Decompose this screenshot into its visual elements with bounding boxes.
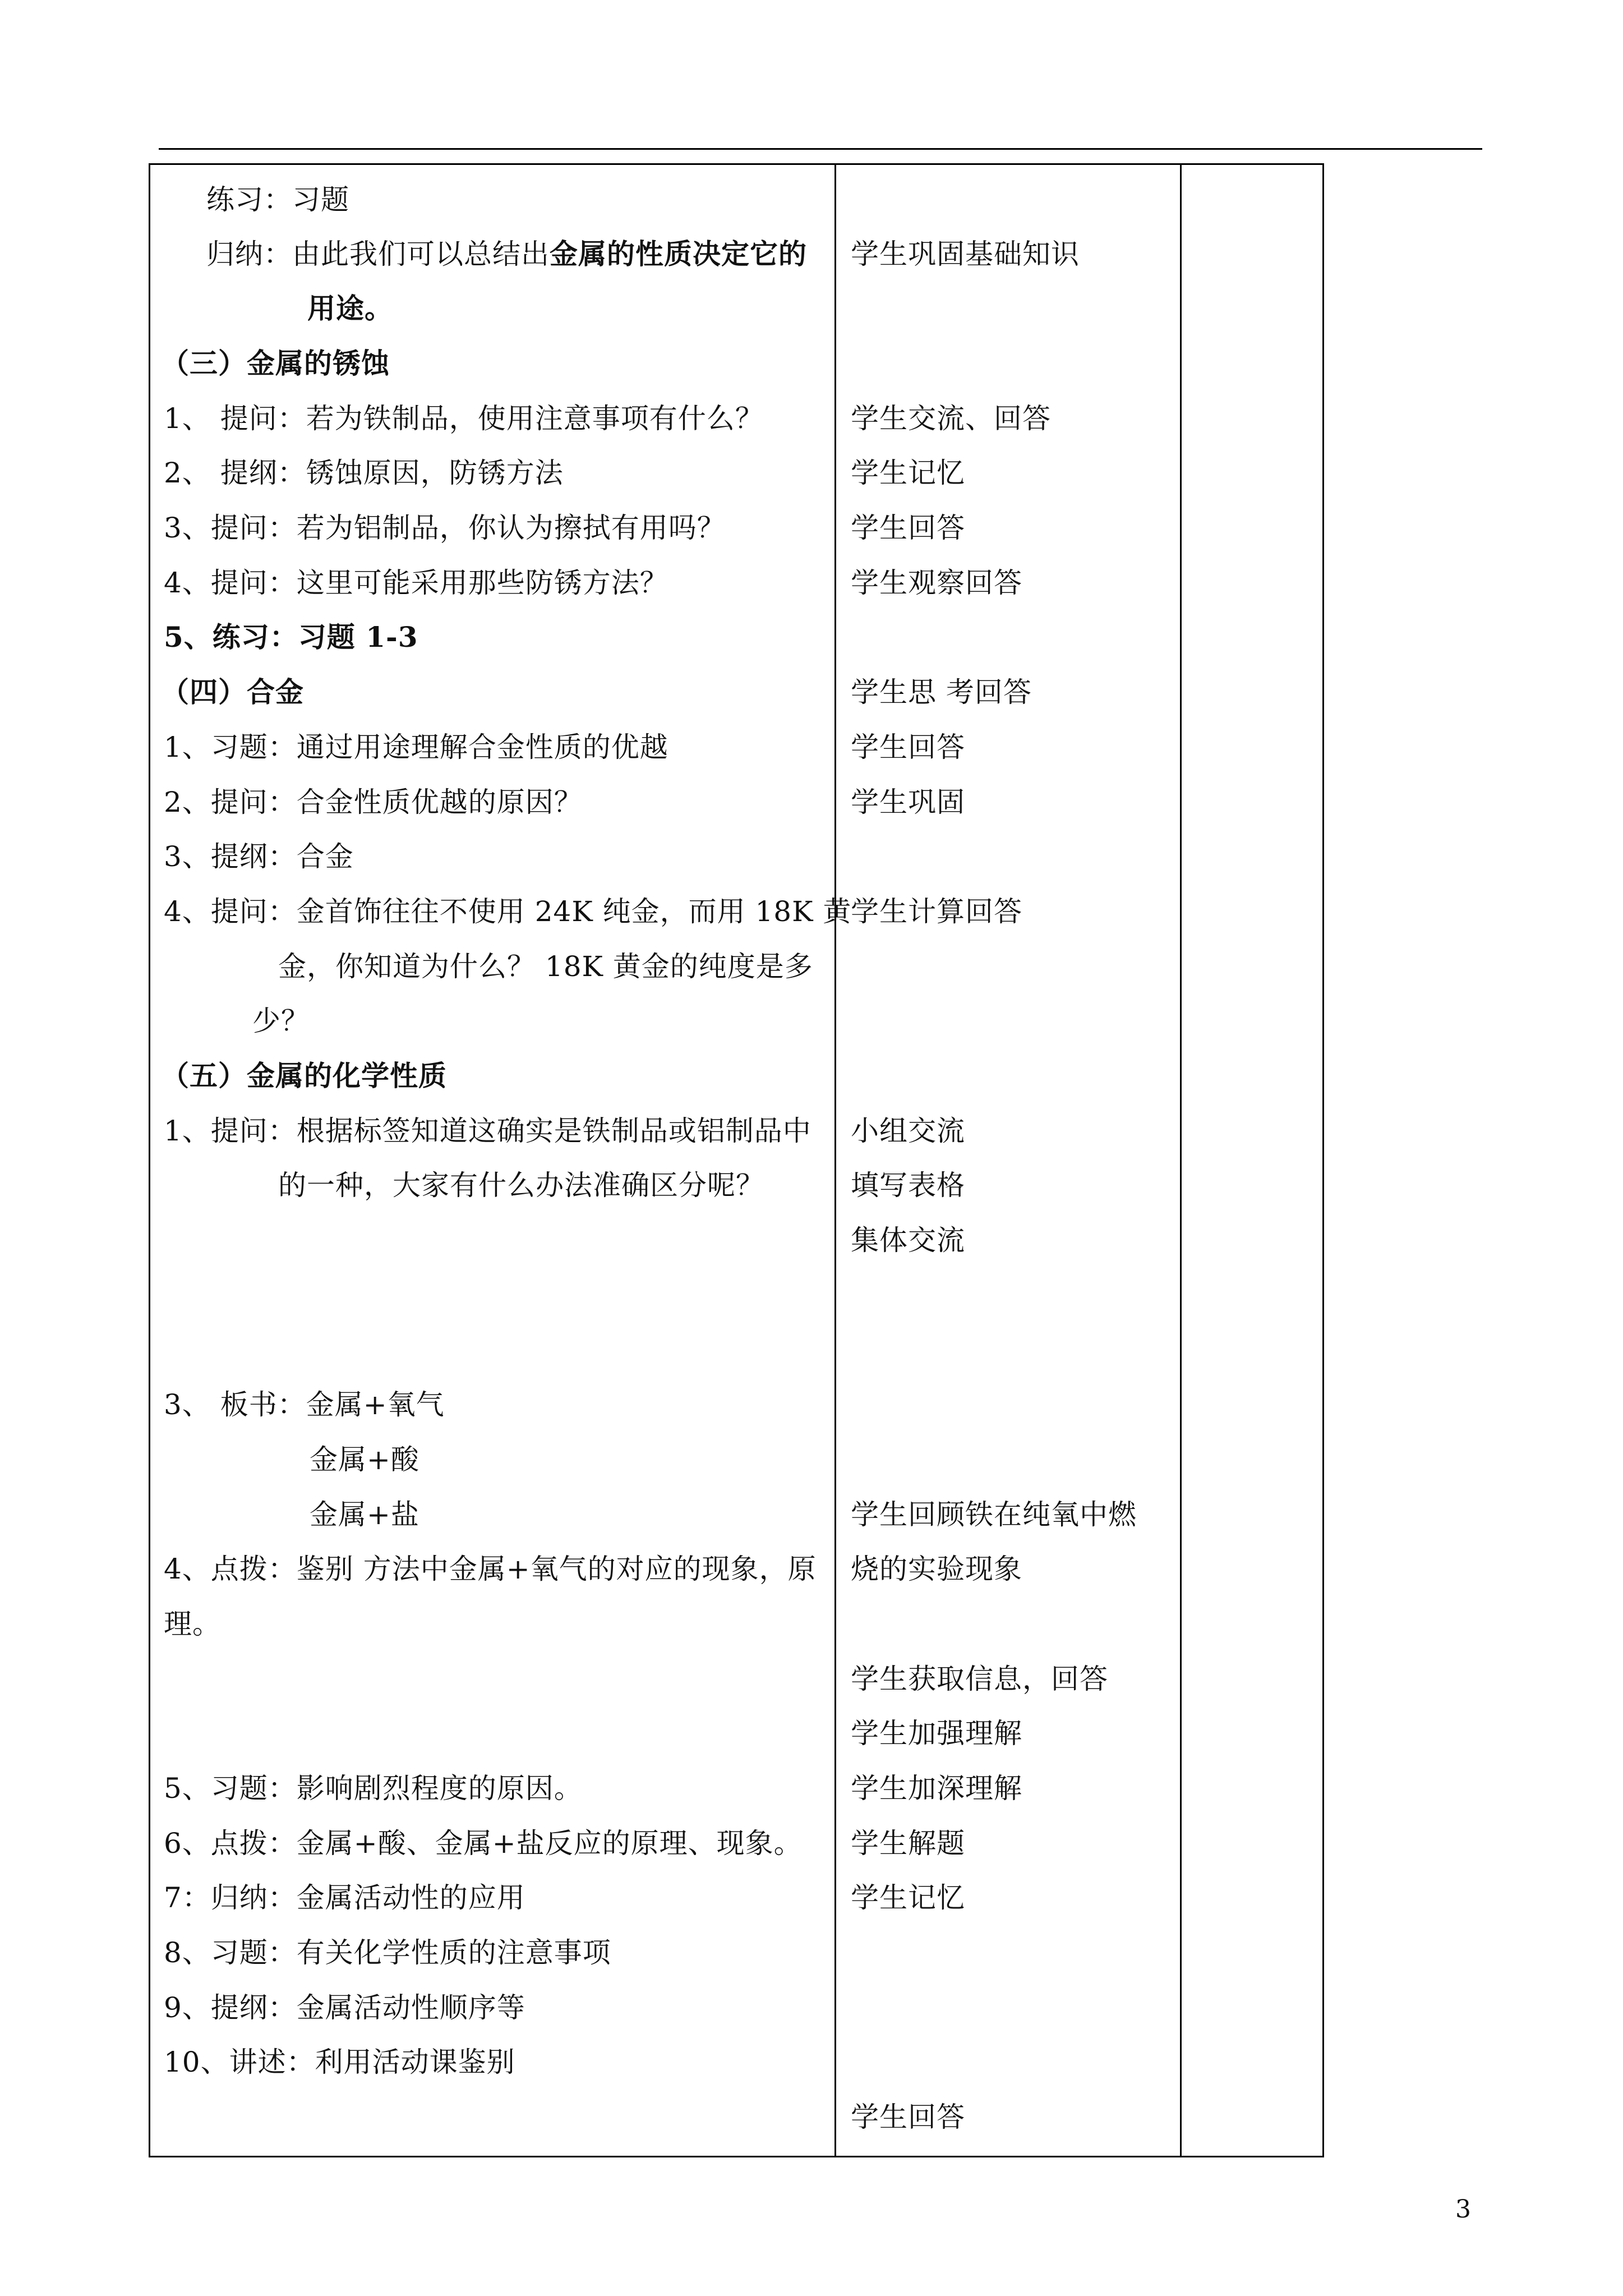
right-line: 学生回答 (851, 731, 965, 763)
left-line (206, 237, 807, 271)
left-line: 金属+盐 (310, 1498, 419, 1531)
column-divider-2 (1180, 163, 1182, 2157)
left-line: 3、 板书：金属+氧气 (164, 1388, 445, 1421)
left-line: 4、提问：金首饰往往不使用 24K 纯金，而用 18K 黄 (164, 895, 852, 928)
header-rule (159, 148, 1482, 150)
right-line: 学生加深理解 (851, 1772, 1022, 1805)
right-line: 学生计算回答 (851, 895, 1022, 928)
left-line: 的一种，大家有什么办法准确区分呢？ (278, 1169, 764, 1202)
right-line: 烧的实验现象 (851, 1553, 1022, 1585)
left-line: 4、点拨：鉴别 方法中金属+氧气的对应的现象，原 (164, 1553, 817, 1585)
column-divider-1 (834, 163, 836, 2157)
page-number: 3 (1455, 2195, 1471, 2224)
section-heading: （三）金属的锈蚀 (161, 347, 390, 380)
left-line: 理。 (164, 1608, 221, 1640)
left-line: 3、提问：若为铝制品，你认为擦拭有用吗？ (164, 512, 726, 544)
right-line: 学生记忆 (851, 457, 965, 489)
right-line: 学生回顾铁在纯氧中燃 (851, 1498, 1137, 1531)
right-line: 小组交流 (851, 1115, 965, 1147)
left-line: 少？ (252, 1005, 310, 1037)
left-line: 2、提问：合金性质优越的原因？ (164, 786, 583, 818)
left-line: 6、点拨：金属+酸、金属+盐反应的原理、现象。 (164, 1827, 803, 1860)
left-line: 1、 提问：若为铁制品，使用注意事项有什么？ (164, 402, 764, 435)
left-line: 7：归纳：金属活动性的应用 (164, 1881, 525, 1914)
left-line: 练习：习题 (206, 183, 349, 216)
left-line: 4、提问：这里可能采用那些防锈方法？ (164, 567, 668, 599)
left-line: 9、提纲：金属活动性顺序等 (164, 1991, 525, 2024)
section-heading: （四）合金 (161, 675, 304, 708)
left-line: 用途。 (307, 292, 393, 325)
right-line: 学生巩固 (851, 786, 965, 818)
left-line: 5、习题：影响剧烈程度的原因。 (164, 1772, 583, 1805)
right-line: 学生加强理解 (851, 1717, 1022, 1750)
right-line: 学生思 考回答 (851, 676, 1032, 708)
left-line: 10、讲述：利用活动课鉴别 (164, 2046, 515, 2078)
left-line: 2、 提纲：锈蚀原因，防锈方法 (164, 457, 564, 489)
right-line: 填写表格 (851, 1169, 965, 1202)
right-line: 学生巩固基础知识 (851, 238, 1080, 270)
right-line: 学生解题 (851, 1827, 965, 1860)
left-line: 金，你知道为什么？ 18K 黄金的纯度是多 (278, 950, 813, 983)
right-line: 学生观察回答 (851, 567, 1022, 599)
left-line: 8、习题：有关化学性质的注意事项 (164, 1936, 611, 1969)
section-heading: （五）金属的化学性质 (161, 1059, 447, 1092)
left-line: 3、提纲：合金 (164, 840, 354, 873)
left-line-bold-text: 金属的性质决定它的 (550, 237, 807, 270)
right-line: 集体交流 (851, 1224, 965, 1257)
left-line: 1、习题：通过用途理解合金性质的优越 (164, 731, 668, 763)
right-line: 学生回答 (851, 512, 965, 544)
right-line: 学生回答 (851, 2101, 965, 2133)
right-line: 学生交流、回答 (851, 402, 1051, 435)
left-line: 5、练习：习题 1-3 (164, 620, 418, 654)
left-line-text: 归纳：由此我们可以总结出 (206, 238, 550, 270)
right-line: 学生记忆 (851, 1881, 965, 1914)
right-line: 学生获取信息，回答 (851, 1663, 1108, 1695)
left-line: 金属+酸 (310, 1443, 419, 1476)
left-line: 1、提问：根据标签知道这确实是铁制品或铝制品中 (164, 1115, 811, 1147)
